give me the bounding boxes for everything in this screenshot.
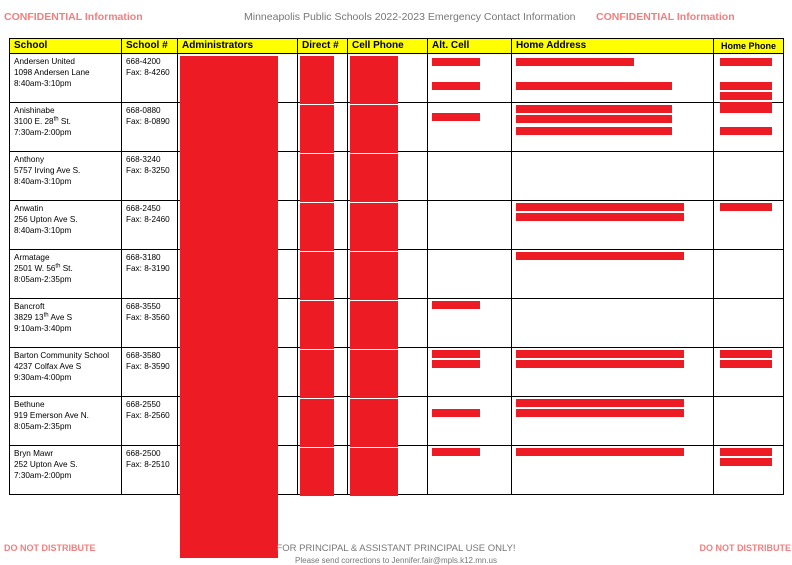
cell-phone-cell	[348, 201, 428, 250]
confidential-label-right: CONFIDENTIAL Information	[596, 11, 735, 23]
redaction-bar	[720, 448, 772, 456]
school-number-cell	[122, 103, 178, 152]
direct-number-cell	[298, 348, 348, 397]
redaction-bar	[432, 58, 480, 66]
administrators-cell	[178, 103, 298, 152]
direct-number-cell	[298, 397, 348, 446]
school-address: 2501 W. 56th St.	[14, 263, 73, 274]
footer-corrections-note: Please send corrections to Jennifer.fair@mpls.k12.mn.us	[295, 556, 497, 565]
contact-table	[9, 38, 784, 495]
cell-phone-cell	[348, 299, 428, 348]
home-address-cell	[512, 446, 714, 495]
redaction-bar	[350, 399, 398, 447]
column-header-school-number: School #	[122, 39, 178, 54]
home-address-cell	[512, 103, 714, 152]
redaction-bar	[516, 350, 684, 358]
school-number-cell	[122, 201, 178, 250]
confidential-label-left: CONFIDENTIAL Information	[4, 11, 143, 23]
alt-cell-cell	[428, 446, 512, 495]
school-phone: 668-2500	[126, 449, 161, 458]
redaction-bar	[350, 448, 398, 496]
home-phone-cell	[714, 201, 784, 250]
school-name: Bethune	[14, 400, 45, 409]
school-address: 3829 13th Ave S	[14, 312, 73, 323]
cell-phone-cell	[348, 152, 428, 201]
school-address: 3100 E. 28th St.	[14, 116, 71, 127]
home-phone-cell	[714, 103, 784, 152]
school-fax: Fax: 8-3560	[126, 313, 170, 323]
column-header-direct-number: Direct #	[298, 39, 348, 54]
redaction-bar	[432, 82, 480, 90]
alt-cell-cell	[428, 54, 512, 103]
redaction-bar	[300, 105, 334, 153]
school-name: Armatage	[14, 253, 50, 262]
column-header-administrators: Administrators	[178, 39, 298, 54]
alt-cell-cell	[428, 201, 512, 250]
school-fax: Fax: 8-2560	[126, 411, 170, 421]
school-hours: 8:05am-2:35pm	[14, 275, 72, 285]
table-row	[10, 152, 784, 201]
school-address: 1098 Andersen Lane	[14, 68, 90, 78]
column-header-school: School	[10, 39, 122, 54]
direct-number-cell	[298, 299, 348, 348]
home-phone-cell	[714, 152, 784, 201]
redaction-bar	[350, 350, 398, 398]
alt-cell-cell	[428, 299, 512, 348]
column-header-home-address: Home Address	[512, 39, 714, 54]
table-header-row	[10, 39, 784, 54]
school-cell	[10, 103, 122, 152]
school-phone: 668-2450	[126, 204, 161, 213]
school-fax: Fax: 8-3590	[126, 362, 170, 372]
school-name: Anthony	[14, 155, 45, 164]
administrators-cell	[178, 201, 298, 250]
home-phone-cell	[714, 299, 784, 348]
direct-number-cell	[298, 54, 348, 103]
school-name: Anishinabe	[14, 106, 55, 115]
redaction-bar	[300, 56, 334, 104]
school-name: Bancroft	[14, 302, 45, 311]
school-hours: 8:40am-3:10pm	[14, 226, 72, 236]
administrators-cell	[178, 348, 298, 397]
direct-number-cell	[298, 201, 348, 250]
column-header-home-phone: Home Phone	[714, 39, 784, 54]
school-number-cell	[122, 152, 178, 201]
column-header-cell-phone: Cell Phone	[348, 39, 428, 54]
redaction-bar	[720, 58, 772, 66]
school-cell	[10, 201, 122, 250]
school-phone: 668-4200	[126, 57, 161, 66]
home-address-cell	[512, 201, 714, 250]
redaction-bar	[350, 105, 398, 153]
redaction-bar	[300, 448, 334, 496]
school-address: 5757 Irving Ave S.	[14, 166, 81, 176]
administrators-cell	[178, 54, 298, 103]
redaction-bar	[720, 360, 772, 368]
school-hours: 8:40am-3:10pm	[14, 177, 72, 187]
administrators-cell	[178, 250, 298, 299]
redaction-bar	[432, 301, 480, 309]
alt-cell-cell	[428, 348, 512, 397]
school-name: Barton Community School	[14, 351, 110, 360]
redaction-bar	[720, 203, 772, 211]
table-row	[10, 250, 784, 299]
table-row	[10, 201, 784, 250]
home-phone-cell	[714, 54, 784, 103]
school-hours: 7:30am-2:00pm	[14, 128, 72, 138]
school-cell	[10, 446, 122, 495]
school-phone: 668-3580	[126, 351, 161, 360]
redaction-bar	[432, 360, 480, 368]
home-phone-cell	[714, 397, 784, 446]
redaction-bar	[516, 105, 672, 113]
school-hours: 9:30am-4:00pm	[14, 373, 72, 383]
school-phone: 668-3180	[126, 253, 161, 262]
home-address-cell	[512, 54, 714, 103]
school-number-cell	[122, 397, 178, 446]
school-cell	[10, 348, 122, 397]
alt-cell-cell	[428, 250, 512, 299]
school-hours: 8:40am-3:10pm	[14, 79, 72, 89]
table-body	[10, 54, 784, 495]
cell-phone-cell	[348, 103, 428, 152]
redaction-bar	[432, 350, 480, 358]
cell-phone-cell	[348, 397, 428, 446]
school-name: Anwatin	[14, 204, 44, 213]
redaction-bar	[300, 203, 334, 251]
page-title: Minneapolis Public Schools 2022-2023 Emergency Contact Information	[244, 11, 576, 23]
home-address-cell	[512, 250, 714, 299]
footer-use-notice: FOR PRINCIPAL & ASSISTANT PRINCIPAL USE ONLY!	[276, 543, 516, 554]
redaction-bar	[516, 127, 672, 135]
school-number-cell	[122, 299, 178, 348]
cell-phone-cell	[348, 348, 428, 397]
redaction-bar	[516, 213, 684, 221]
redaction-bar	[516, 203, 684, 211]
home-address-cell	[512, 152, 714, 201]
administrators-cell	[178, 446, 298, 495]
school-fax: Fax: 8-2460	[126, 215, 170, 225]
school-address: 256 Upton Ave S.	[14, 215, 78, 225]
redaction-bar	[516, 252, 684, 260]
do-not-distribute-right: DO NOT DISTRIBUTE	[699, 543, 791, 553]
school-name: Bryn Mawr	[14, 449, 54, 458]
table-row	[10, 397, 784, 446]
table-row	[10, 446, 784, 495]
school-cell	[10, 397, 122, 446]
direct-number-cell	[298, 446, 348, 495]
school-cell	[10, 152, 122, 201]
redaction-bar	[516, 448, 684, 456]
school-fax: Fax: 8-2510	[126, 460, 170, 470]
redaction-bar	[516, 58, 634, 66]
school-fax: Fax: 8-4260	[126, 68, 170, 78]
school-number-cell	[122, 250, 178, 299]
direct-number-cell	[298, 103, 348, 152]
do-not-distribute-left: DO NOT DISTRIBUTE	[4, 543, 96, 553]
school-address: 4237 Colfax Ave S	[14, 362, 82, 372]
school-phone: 668-2550	[126, 400, 161, 409]
column-header-alt-cell: Alt. Cell	[428, 39, 512, 54]
redaction-bar	[432, 113, 480, 121]
redaction-bar	[300, 350, 334, 398]
school-phone: 668-0880	[126, 106, 161, 115]
home-address-cell	[512, 299, 714, 348]
redaction-bar	[432, 409, 480, 417]
school-address: 252 Upton Ave S.	[14, 460, 78, 470]
home-phone-cell	[714, 446, 784, 495]
redaction-bar	[516, 82, 672, 90]
administrators-cell	[178, 299, 298, 348]
school-fax: Fax: 8-3190	[126, 264, 170, 274]
redaction-bar	[300, 154, 334, 202]
home-address-cell	[512, 348, 714, 397]
cell-phone-cell	[348, 54, 428, 103]
redaction-bar	[720, 105, 772, 113]
school-address: 919 Emerson Ave N.	[14, 411, 89, 421]
redaction-bar	[720, 458, 772, 466]
administrators-cell	[178, 152, 298, 201]
redaction-bar	[516, 409, 684, 417]
redaction-bar	[432, 448, 480, 456]
redaction-bar	[720, 350, 772, 358]
alt-cell-cell	[428, 152, 512, 201]
school-number-cell	[122, 54, 178, 103]
administrators-cell	[178, 397, 298, 446]
school-fax: Fax: 8-0890	[126, 117, 170, 127]
direct-number-cell	[298, 152, 348, 201]
school-phone: 668-3550	[126, 302, 161, 311]
redaction-bar	[350, 252, 398, 300]
school-name: Andersen United	[14, 57, 75, 66]
redaction-bar	[516, 360, 684, 368]
table-row	[10, 299, 784, 348]
school-number-cell	[122, 348, 178, 397]
redaction-bar	[300, 301, 334, 349]
home-address-cell	[512, 397, 714, 446]
redaction-bar	[720, 82, 772, 90]
redaction-bar	[350, 203, 398, 251]
redaction-bar	[180, 448, 278, 558]
table-row	[10, 348, 784, 397]
redaction-bar	[516, 115, 672, 123]
redaction-bar	[720, 127, 772, 135]
school-hours: 8:05am-2:35pm	[14, 422, 72, 432]
redaction-bar	[516, 399, 684, 407]
table-row	[10, 103, 784, 152]
redaction-bar	[720, 92, 772, 100]
home-phone-cell	[714, 250, 784, 299]
cell-phone-cell	[348, 250, 428, 299]
redaction-bar	[300, 399, 334, 447]
home-phone-cell	[714, 348, 784, 397]
cell-phone-cell	[348, 446, 428, 495]
school-hours: 9:10am-3:40pm	[14, 324, 72, 334]
school-phone: 668-3240	[126, 155, 161, 164]
school-cell	[10, 54, 122, 103]
direct-number-cell	[298, 250, 348, 299]
school-number-cell	[122, 446, 178, 495]
redaction-bar	[350, 301, 398, 349]
school-cell	[10, 250, 122, 299]
redaction-bar	[300, 252, 334, 300]
school-fax: Fax: 8-3250	[126, 166, 170, 176]
school-cell	[10, 299, 122, 348]
redaction-bar	[350, 154, 398, 202]
school-hours: 7:30am-2:00pm	[14, 471, 72, 481]
alt-cell-cell	[428, 397, 512, 446]
table-row	[10, 54, 784, 103]
redaction-bar	[350, 56, 398, 104]
alt-cell-cell	[428, 103, 512, 152]
